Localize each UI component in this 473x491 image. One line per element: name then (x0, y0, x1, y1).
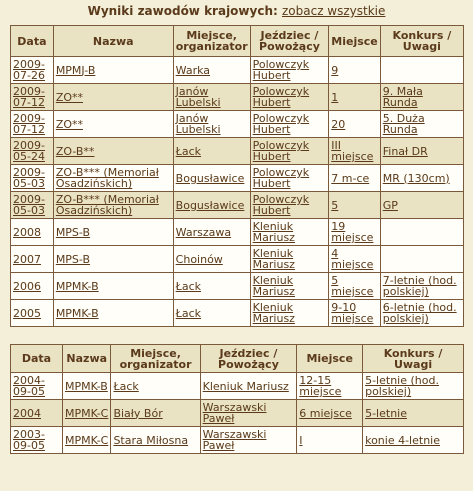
name-link[interactable]: MPS-B (55, 252, 91, 266)
cell-notes (363, 427, 464, 454)
place-link[interactable]: Biały Bór (113, 406, 163, 420)
cell-rider (250, 246, 329, 273)
cell-name (53, 300, 173, 327)
notes-link[interactable]: 5. Duża Runda (382, 112, 425, 136)
name-link[interactable]: MPMK-B (65, 379, 108, 393)
table-row (11, 111, 464, 138)
place-link[interactable]: Choinów (175, 252, 223, 266)
name-link[interactable]: MPMK-C (65, 406, 109, 420)
date-link[interactable]: 2007 (13, 252, 41, 266)
cell-date (11, 427, 63, 454)
date-link[interactable]: 2005 (13, 306, 41, 320)
results-table-1 (10, 25, 464, 327)
name-link[interactable]: MPMJ-B (55, 63, 96, 77)
table-row (11, 300, 464, 327)
cell-date (11, 400, 63, 427)
see-all-link[interactable]: zobacz wszystkie (281, 4, 386, 18)
table-row (11, 246, 464, 273)
cell-place (173, 111, 250, 138)
cell-name (53, 273, 173, 300)
cell-result (329, 246, 380, 273)
table-header-row (11, 345, 464, 373)
cell-date (11, 300, 54, 327)
cell-date (11, 219, 54, 246)
place-link[interactable]: Warszawa (175, 225, 232, 239)
cell-rider (250, 165, 329, 192)
table-row (11, 400, 464, 427)
cell-notes (380, 138, 463, 165)
result-link[interactable]: 9 (331, 63, 339, 77)
col-result: Miejsce (329, 26, 380, 57)
results-heading (0, 3, 473, 19)
place-link[interactable]: Łack (175, 279, 202, 293)
cell-name (63, 400, 111, 427)
cell-result (329, 192, 380, 219)
notes-link[interactable]: 5-letnie (hod. polskiej) (365, 374, 439, 398)
cell-place (173, 192, 250, 219)
cell-place (173, 273, 250, 300)
table-body (11, 373, 464, 454)
notes-link[interactable]: 9. Mała Runda (382, 85, 423, 109)
place-link[interactable]: Janów Lubelski (175, 112, 221, 136)
table-row (11, 373, 464, 400)
date-link[interactable]: 2009-07-12 (13, 85, 45, 109)
result-link[interactable]: 4 miejsce (331, 247, 374, 271)
notes-link[interactable]: 7-letnie (hod. polskiej) (382, 274, 457, 298)
results-table-2 (10, 344, 464, 454)
cell-rider (200, 427, 297, 454)
cell-notes (380, 165, 463, 192)
table-row (11, 165, 464, 192)
place-link[interactable]: Łack (175, 306, 202, 320)
name-link[interactable]: ZO** (55, 117, 84, 131)
table-row (11, 57, 464, 84)
place-link[interactable]: Janów Lubelski (175, 85, 221, 109)
cell-result (329, 300, 380, 327)
col-result: Miejsce (297, 345, 363, 373)
cell-name (53, 219, 173, 246)
rider-link[interactable]: Kleniuk Mariusz (252, 301, 295, 325)
cell-result (329, 219, 380, 246)
cell-result (297, 373, 363, 400)
date-link[interactable]: 2008 (13, 225, 41, 239)
results-title: Wyniki zawodów krajowych: (87, 4, 278, 18)
place-link[interactable]: Bogusławice (175, 198, 245, 212)
cell-rider (250, 138, 329, 165)
cell-result (329, 57, 380, 84)
cell-name (53, 111, 173, 138)
cell-rider (250, 111, 329, 138)
cell-place (173, 84, 250, 111)
result-link[interactable]: 9-10 miejsce (331, 301, 374, 325)
col-place: Miejsce, organizator (111, 345, 200, 373)
cell-place (173, 300, 250, 327)
rider-link[interactable]: Warszawski Paweł (202, 401, 267, 425)
cell-date (11, 84, 54, 111)
cell-result (329, 84, 380, 111)
cell-date (11, 111, 54, 138)
cell-notes (380, 219, 463, 246)
cell-name (63, 427, 111, 454)
name-link[interactable]: ZO-B*** (Memoriał Osadzińskich) (55, 166, 159, 190)
col-rider: Jeździec / Powożący (250, 26, 329, 57)
rider-link[interactable]: Polowczyk Hubert (252, 139, 310, 163)
name-link[interactable]: MPS-B (55, 225, 91, 239)
cell-name (53, 165, 173, 192)
rider-link[interactable]: Polowczyk Hubert (252, 166, 310, 190)
place-link[interactable]: Warka (175, 63, 211, 77)
cell-place (173, 219, 250, 246)
table-row (11, 138, 464, 165)
cell-rider (250, 300, 329, 327)
notes-link[interactable]: Finał DR (382, 144, 428, 158)
name-link[interactable]: MPMK-B (55, 279, 99, 293)
col-date: Data (11, 345, 63, 373)
table-row (11, 219, 464, 246)
result-link[interactable]: 5 miejsce (331, 274, 374, 298)
cell-notes (380, 84, 463, 111)
place-link[interactable]: Łack (113, 379, 139, 393)
cell-rider (250, 84, 329, 111)
cell-notes (380, 273, 463, 300)
cell-place (173, 138, 250, 165)
rider-link[interactable]: Kleniuk Mariusz (252, 274, 295, 298)
notes-link[interactable]: 6-letnie (hod. polskiej) (382, 301, 457, 325)
cell-date (11, 138, 54, 165)
cell-rider (250, 192, 329, 219)
cell-rider (200, 373, 297, 400)
cell-name (63, 373, 111, 400)
date-link[interactable]: 2003-09-05 (13, 428, 45, 452)
cell-result (329, 111, 380, 138)
notes-link[interactable]: 5-letnie (365, 406, 407, 420)
place-link[interactable]: Bogusławice (175, 171, 245, 185)
result-link[interactable]: 7 m-ce (331, 171, 370, 185)
col-rider: Jeździec / Powożący (200, 345, 297, 373)
rider-link[interactable]: Kleniuk Mariusz (252, 247, 295, 271)
cell-result (329, 165, 380, 192)
cell-notes (380, 300, 463, 327)
cell-notes (380, 111, 463, 138)
rider-link[interactable]: Polowczyk Hubert (252, 85, 310, 109)
cell-notes (363, 373, 464, 400)
cell-date (11, 192, 54, 219)
cell-rider (200, 400, 297, 427)
rider-link[interactable]: Warszawski Paweł (202, 428, 267, 452)
col-notes: Konkurs / Uwagi (380, 26, 463, 57)
rider-link[interactable]: Polowczyk Hubert (252, 193, 310, 217)
date-link[interactable]: 2009-05-03 (13, 166, 45, 190)
col-name: Nazwa (53, 26, 173, 57)
place-link[interactable]: Łack (175, 144, 202, 158)
table-row (11, 273, 464, 300)
table-body (11, 57, 464, 327)
cell-place (173, 246, 250, 273)
name-link[interactable]: MPMK-C (65, 433, 109, 447)
table-row (11, 427, 464, 454)
cell-name (53, 246, 173, 273)
notes-link[interactable]: GP (382, 198, 398, 212)
cell-place (173, 165, 250, 192)
col-name: Nazwa (63, 345, 111, 373)
cell-place (173, 57, 250, 84)
date-link[interactable]: 2004 (13, 406, 41, 420)
notes-link[interactable]: konie 4-letnie (365, 433, 440, 447)
cell-date (11, 373, 63, 400)
col-place: Miejsce, organizator (173, 26, 250, 57)
date-link[interactable]: 2009-07-12 (13, 112, 45, 136)
cell-rider (250, 57, 329, 84)
cell-name (53, 84, 173, 111)
cell-result (297, 400, 363, 427)
name-link[interactable]: ZO** (55, 90, 84, 104)
result-link[interactable]: 1 (331, 90, 339, 104)
result-link[interactable]: III miejsce (331, 139, 374, 163)
cell-notes (380, 246, 463, 273)
table-row (11, 192, 464, 219)
cell-name (53, 57, 173, 84)
notes-link[interactable]: MR (130cm) (382, 171, 450, 185)
cell-place (111, 427, 200, 454)
date-link[interactable]: 2004-09-05 (13, 374, 45, 398)
date-link[interactable]: 2009-05-24 (13, 139, 45, 163)
cell-date (11, 57, 54, 84)
cell-notes (380, 192, 463, 219)
cell-date (11, 273, 54, 300)
rider-link[interactable]: Kleniuk Mariusz (252, 220, 295, 244)
cell-date (11, 165, 54, 192)
cell-result (329, 273, 380, 300)
name-link[interactable]: ZO-B** (55, 144, 95, 158)
place-link[interactable]: Stara Miłosna (113, 433, 189, 447)
cell-name (53, 138, 173, 165)
rider-link[interactable]: Polowczyk Hubert (252, 58, 310, 82)
cell-place (111, 400, 200, 427)
cell-result (329, 138, 380, 165)
result-link[interactable]: 5 (331, 198, 339, 212)
name-link[interactable]: MPMK-B (55, 306, 99, 320)
cell-name (53, 192, 173, 219)
result-link[interactable]: 19 miejsce (331, 220, 374, 244)
name-link[interactable]: ZO-B*** (Memoriał Osadzińskich) (55, 193, 159, 217)
col-date: Data (11, 26, 54, 57)
table-header-row (11, 26, 464, 57)
date-link[interactable]: 2009-05-03 (13, 193, 45, 217)
cell-notes (363, 400, 464, 427)
result-link[interactable]: 6 miejsce (299, 406, 352, 420)
rider-link[interactable]: Kleniuk Mariusz (202, 379, 289, 393)
result-link[interactable]: I (299, 433, 303, 447)
date-link[interactable]: 2009-07-26 (13, 58, 45, 82)
cell-rider (250, 219, 329, 246)
cell-date (11, 246, 54, 273)
cell-place (111, 373, 200, 400)
result-link[interactable]: 20 (331, 117, 346, 131)
date-link[interactable]: 2006 (13, 279, 41, 293)
cell-result (297, 427, 363, 454)
table-row (11, 84, 464, 111)
rider-link[interactable]: Polowczyk Hubert (252, 112, 310, 136)
cell-notes (380, 57, 463, 84)
col-notes: Konkurs / Uwagi (363, 345, 464, 373)
result-link[interactable]: 12-15 miejsce (299, 374, 342, 398)
cell-rider (250, 273, 329, 300)
